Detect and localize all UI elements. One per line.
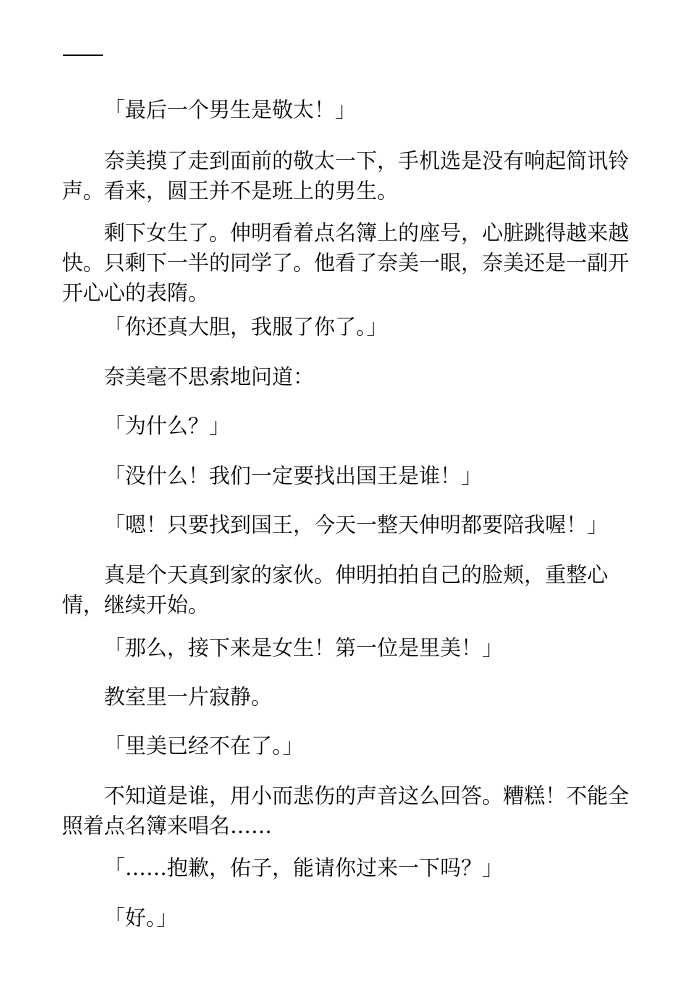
paragraph: 「没什么！我们一定要找出国王是谁！」 bbox=[104, 464, 482, 488]
paragraph: 「……抱歉，佑子，能请你过来一下吗？」 bbox=[104, 856, 503, 880]
paragraph: 真是个天真到家的家伙。伸明拍拍自己的脸颊，重整心情，继续开始。 bbox=[62, 563, 608, 617]
paragraph: 奈美摸了走到面前的敬太一下，手机选是没有响起简讯铃声。看来，圆王并不是班上的男生。 bbox=[62, 149, 629, 203]
paragraph: 「为什么？」 bbox=[104, 414, 230, 438]
scene-break-dash: —— bbox=[62, 42, 102, 67]
paragraph: 「那么，接下来是女生！第一位是里美！」 bbox=[104, 636, 503, 660]
paragraph: 「你还真大胆，我服了你了。」 bbox=[104, 315, 388, 339]
paragraph: 奈美毫不思索地问道： bbox=[104, 365, 314, 389]
paragraph: 不知道是谁，用小而悲伤的声音这么回答。糟糕！不能全照着点名簿来唱名…… bbox=[62, 784, 629, 838]
paragraph: 「嗯！只要找到国王，今天一整天伸明都要陪我喔！」 bbox=[104, 513, 608, 537]
paragraph: 「里美已经不在了。」 bbox=[104, 734, 304, 758]
paragraph: 「最后一个男生是敬太！」 bbox=[104, 98, 356, 122]
paragraph: 「好。」 bbox=[104, 906, 178, 930]
paragraph: 剩下女生了。伸明看着点名簿上的座号，心脏跳得越来越快。只剩下一半的同学了。他看了奈美一眼，奈美还是一副开开心心的表隋。 bbox=[62, 221, 629, 305]
paragraph: 教室里一片寂静。 bbox=[104, 685, 272, 709]
